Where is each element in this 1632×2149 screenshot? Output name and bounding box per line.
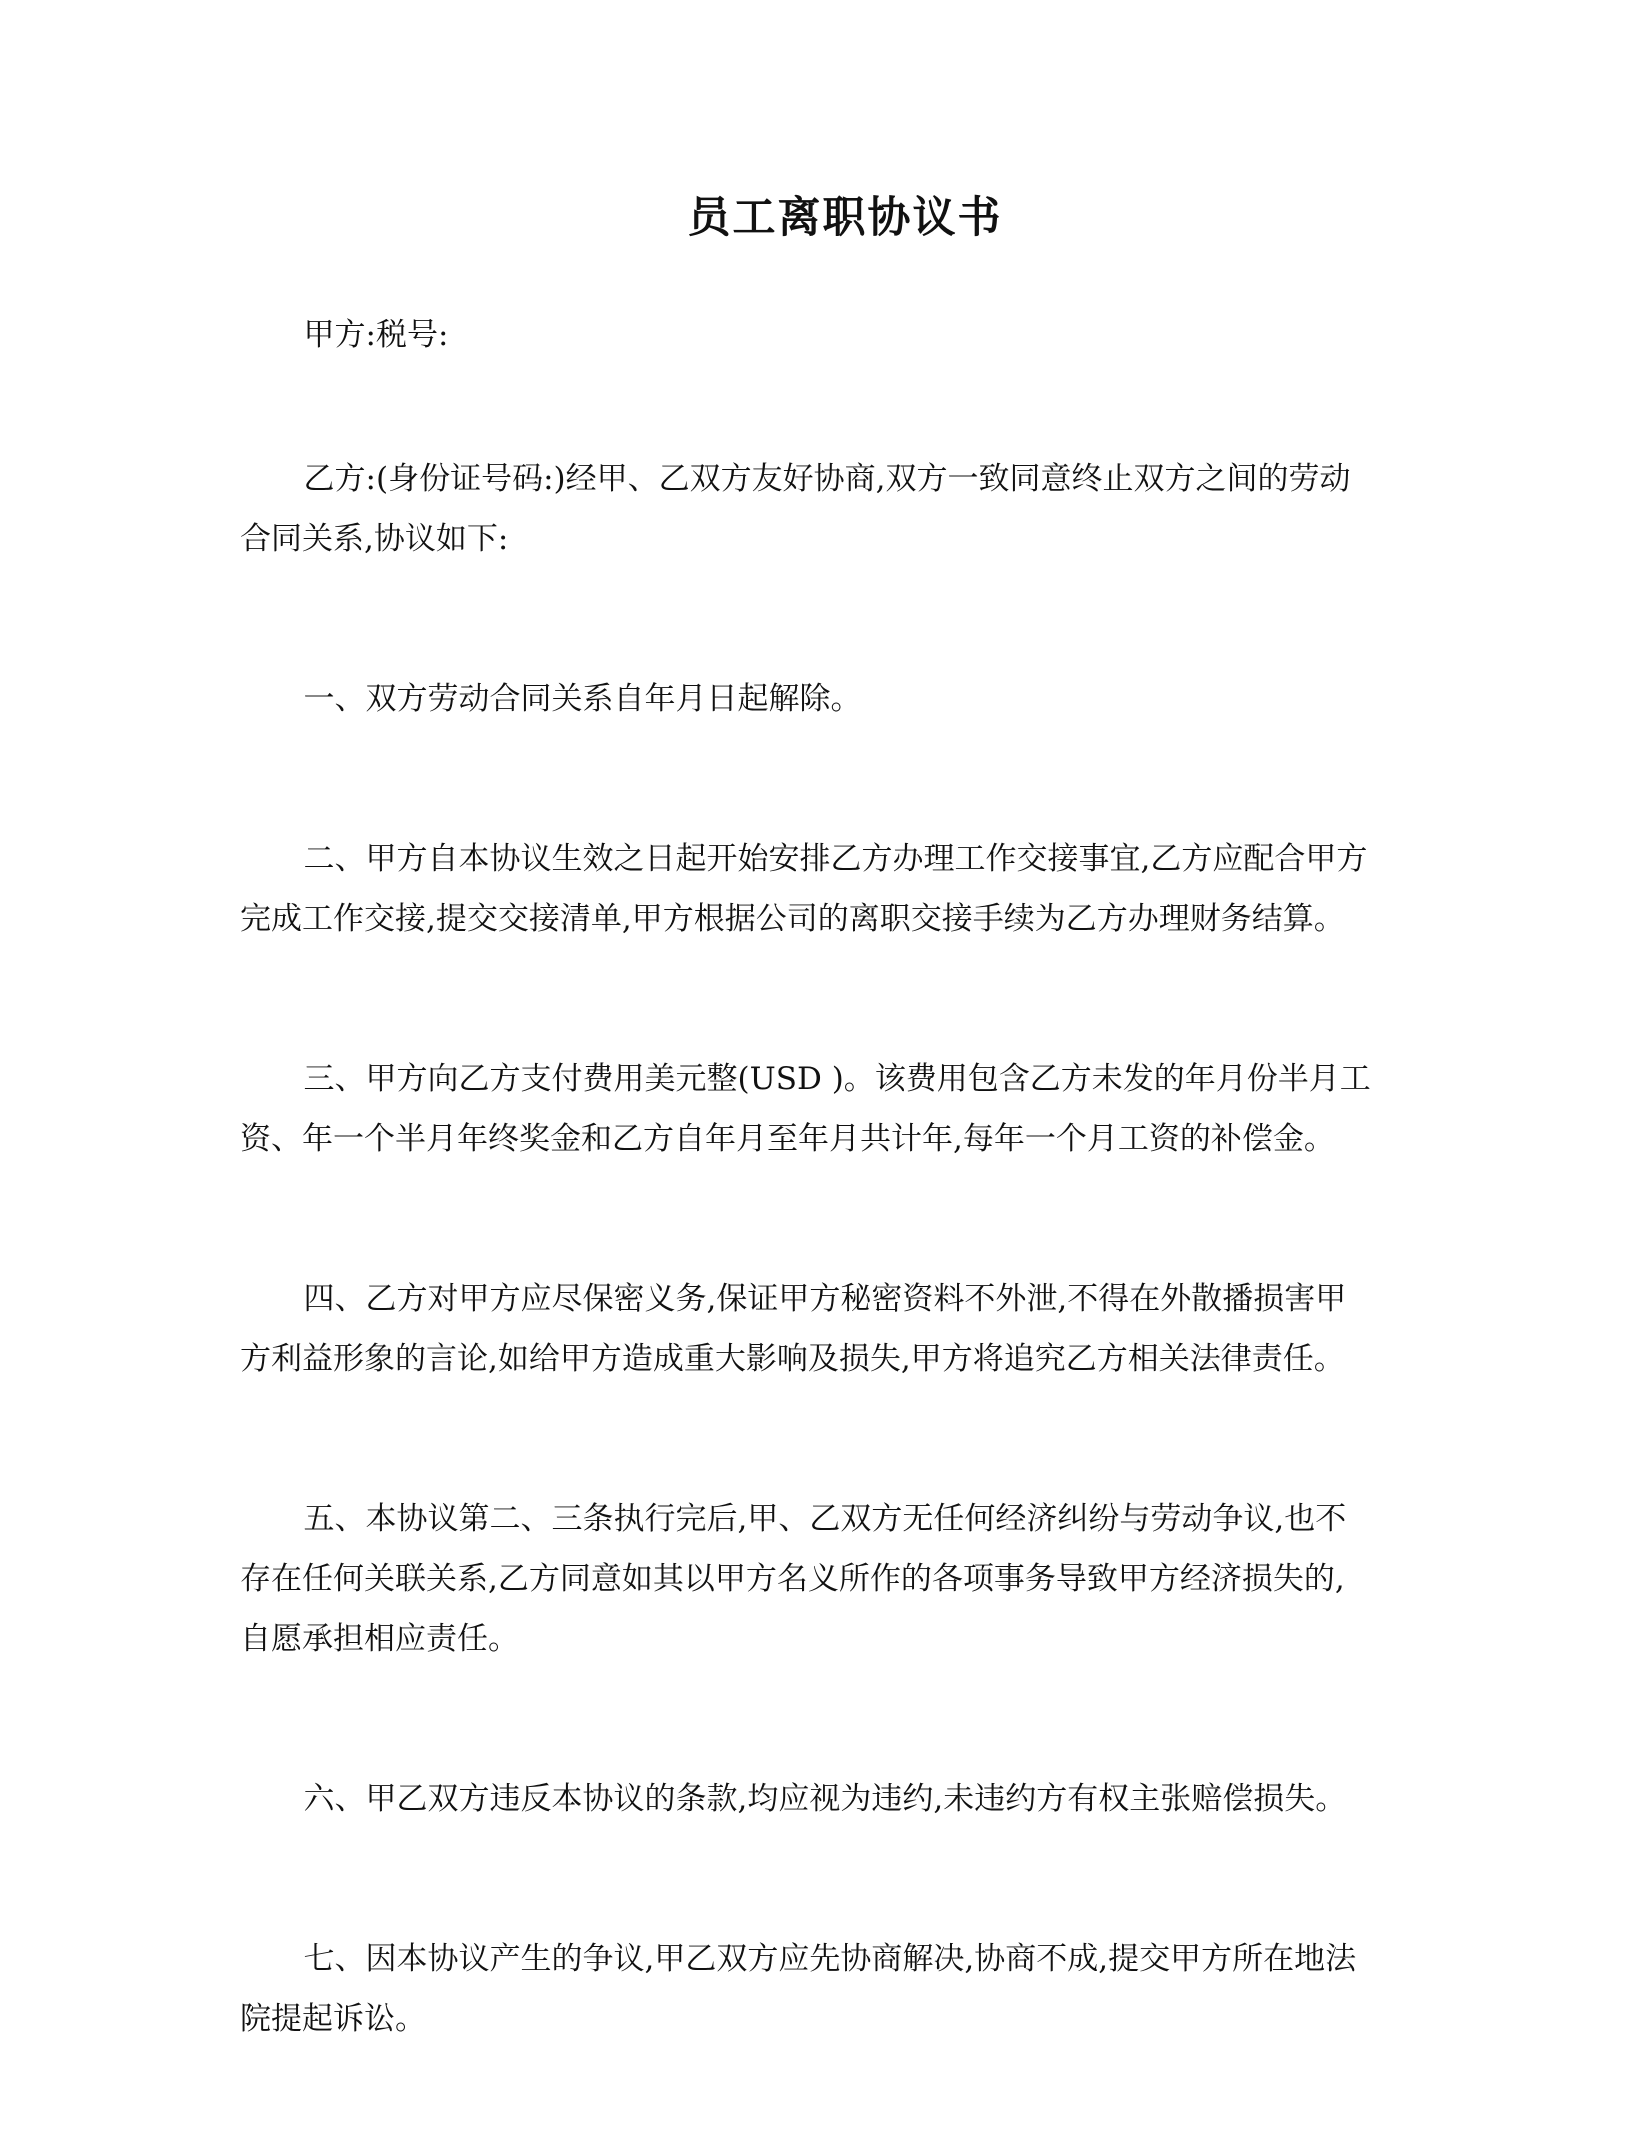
clause-4: 四、乙方对甲方应尽保密义务,保证甲方秘密资料不外泄,不得在外散播损害甲方利益形象的言论,如给甲方造成重大影响及损失,甲方将追究乙方相关法律责任。 <box>240 1281 1347 1377</box>
clause-1: 一、双方劳动合同关系自年月日起解除。 <box>303 681 862 717</box>
clause-6: 六、甲乙双方违反本协议的条款,均应视为违约,未违约方有权主张赔偿损失。 <box>303 1781 1347 1817</box>
party-a-line: 甲方:税号: <box>303 317 449 353</box>
clause-3: 三、甲方向乙方支付费用美元整(USD )。该费用包含乙方未发的年月份半月工资、年一个半月年终奖金和乙方自年月至年月共计年,每年一个月工资的补偿金。 <box>240 1061 1371 1157</box>
document-body <box>240 305 1375 2149</box>
clause-5: 五、本协议第二、三条执行完后,甲、乙双方无任何经济纠纷与劳动争议,也不存在任何关联关系,乙方同意如其以甲方名义所作的各项事务导致甲方经济损失的,自愿承担相应责任。 <box>240 1501 1347 1657</box>
party-b-intro: 乙方:(身份证号码:)经甲、乙双方友好协商,双方一致同意终止双方之间的劳动合同关系,协议如下: <box>240 461 1351 557</box>
clause-7: 七、因本协议产生的争议,甲乙双方应先协商解决,协商不成,提交甲方所在地法院提起诉讼。 <box>240 1941 1357 2037</box>
clause-2: 二、甲方自本协议生效之日起开始安排乙方办理工作交接事宜,乙方应配合甲方完成工作交接,提交交接清单,甲方根据公司的离职交接手续为乙方办理财务结算。 <box>240 841 1368 937</box>
document-title: 员工离职协议书 <box>687 193 1003 243</box>
